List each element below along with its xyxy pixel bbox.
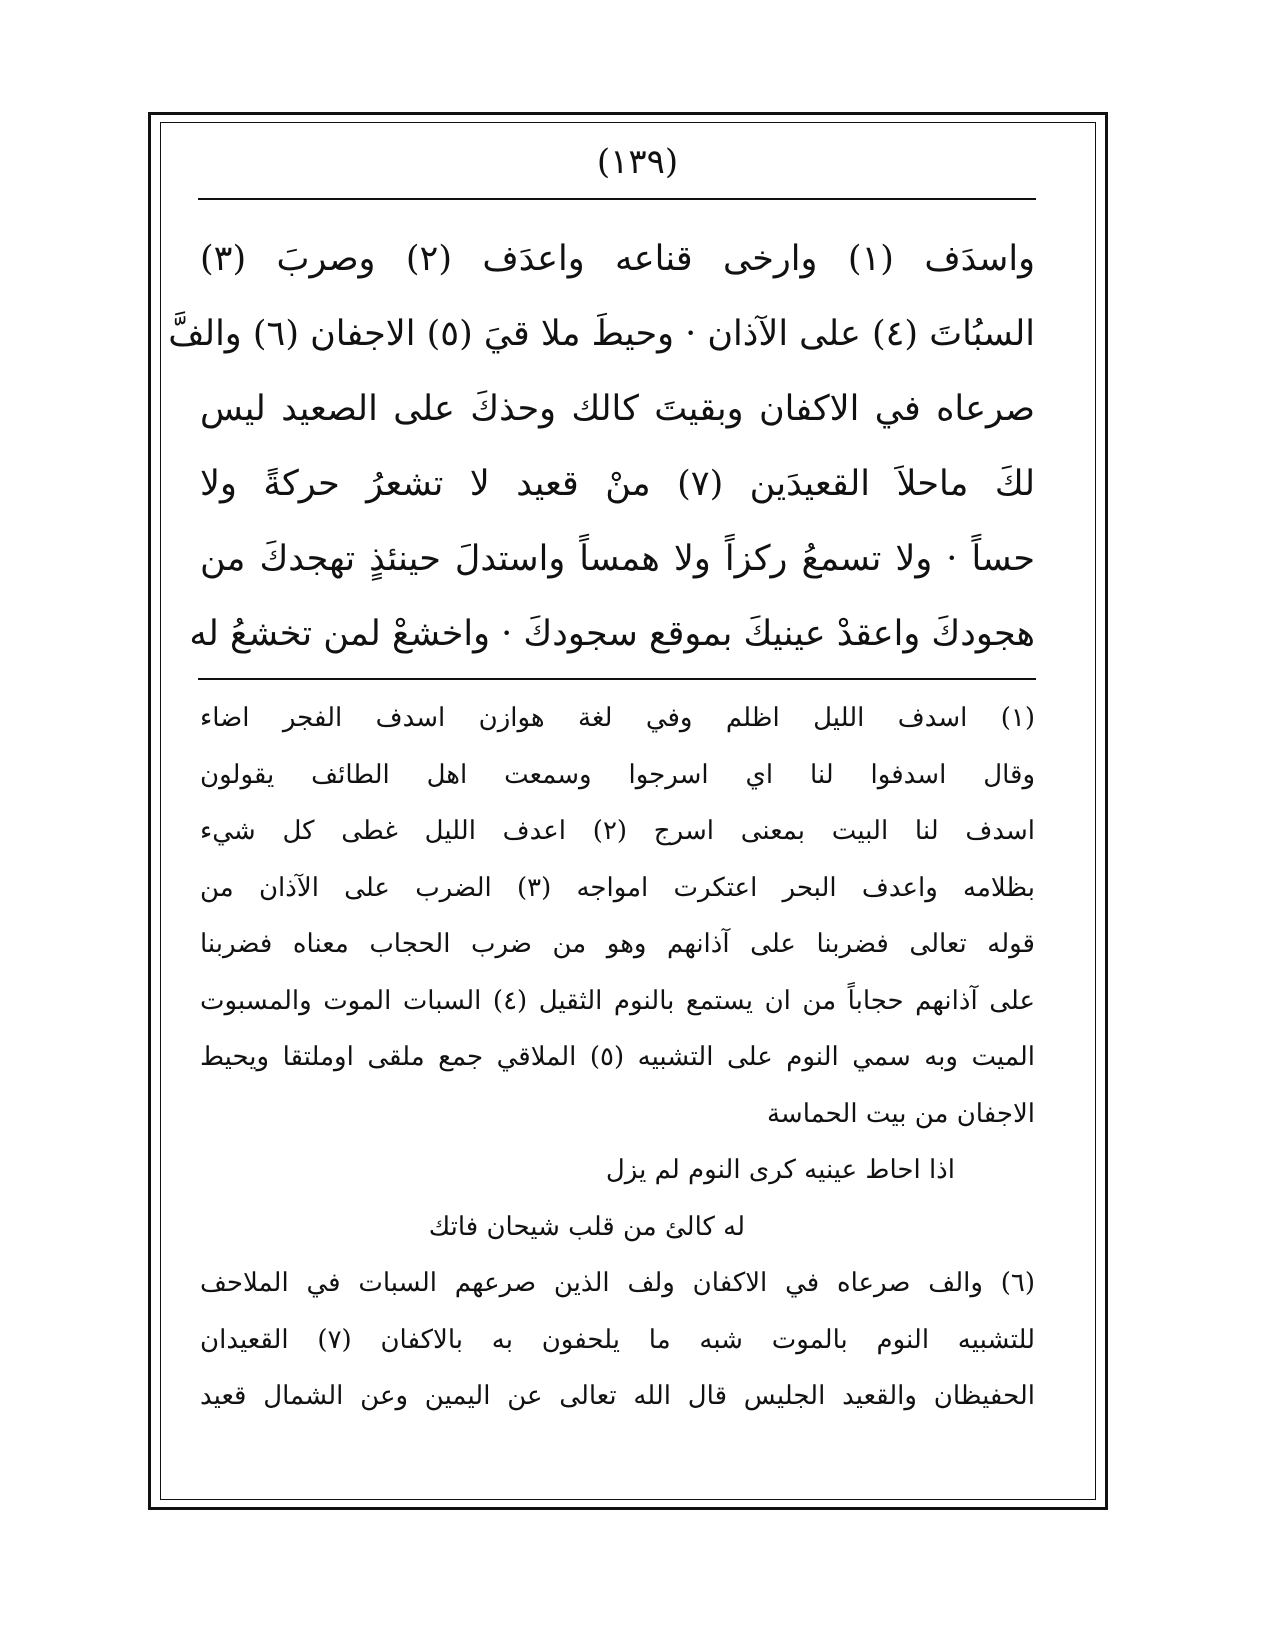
footnote-line: الميت وبه سمي النوم على التشبيه (٥) الملاقي جمع ملقى اوملتقا ويحيط bbox=[200, 1042, 1035, 1072]
footnote-line: اسدف لنا البيت بمعنى اسرج (٢) اعدف الليل غطى كل شيء bbox=[200, 816, 1035, 846]
footnote-line: (٦) والف صرعاه في الاكفان ولف الذين صرعهم السبات في الملاحف bbox=[200, 1268, 1035, 1298]
footnotes bbox=[200, 690, 1035, 1425]
main-line: صرعاه في الاكفان وبقيتَ كالك وحذكَ على الصعيد ليس bbox=[200, 389, 1035, 429]
main-line: حساً · ولا تسمعُ ركزاً ولا همساً واستدلَ حينئذٍ تهجدكَ من bbox=[200, 539, 1035, 579]
main-line: هجودكَ واعقدْ عينيكَ بموقع سجودكَ · واخشعْ لمن تخشعُ له bbox=[189, 614, 1035, 654]
footnote-line: وقال اسدفوا لنا اي اسرجوا وسمعت اهل الطائف يقولون bbox=[200, 759, 1035, 790]
page-number: (١٣٩) bbox=[596, 142, 679, 182]
footnote-line: للتشبيه النوم بالموت شبه ما يلحفون به بالاكفان (٧) القعيدان bbox=[200, 1324, 1036, 1355]
main-line: لكَ ماحلاَ القعيدَين (٧) منْ قعيد لا تشعرُ حركةً ولا bbox=[200, 464, 1035, 504]
footnote-line: الاجفان من بيت الحماسة bbox=[766, 1098, 1035, 1129]
header-rule bbox=[198, 198, 1036, 200]
footnote-line: (١) اسدف الليل اظلم وفي لغة هوازن اسدف الفجر اضاء bbox=[200, 703, 1035, 733]
footnote-line: بظلامه واعدف البحر اعتكرت امواجه (٣) الضرب على الآذان من bbox=[200, 872, 1035, 903]
footnote-line: الحفيظان والقعيد الجليس قال الله تعالى عن اليمين وعن الشمال قعيد bbox=[200, 1381, 1035, 1411]
main-line: واسدَف (١) وارخى قناعه واعدَف (٢) وصربَ (٣) bbox=[200, 239, 1035, 279]
main-line: السبُاتَ (٤) على الآذان · وحيطَ ملا قيَ (٥) الاجفان (٦) والفَّ bbox=[168, 314, 1035, 354]
main-text bbox=[168, 222, 1035, 672]
verse-line: له كالئ من قلب شيحان فاتك bbox=[428, 1211, 745, 1242]
verse-line: اذا احاط عينيه كرى النوم لم يزل bbox=[605, 1155, 955, 1185]
footnote-line: قوله تعالى فضربنا على آذانهم وهو من ضرب الحجاب معناه فضربنا bbox=[200, 929, 1035, 959]
footnote-rule bbox=[198, 678, 1036, 680]
footnote-line: على آذانهم حجاباً من ان يستمع بالنوم الثقيل (٤) السبات الموت والمسبوت bbox=[200, 985, 1035, 1016]
